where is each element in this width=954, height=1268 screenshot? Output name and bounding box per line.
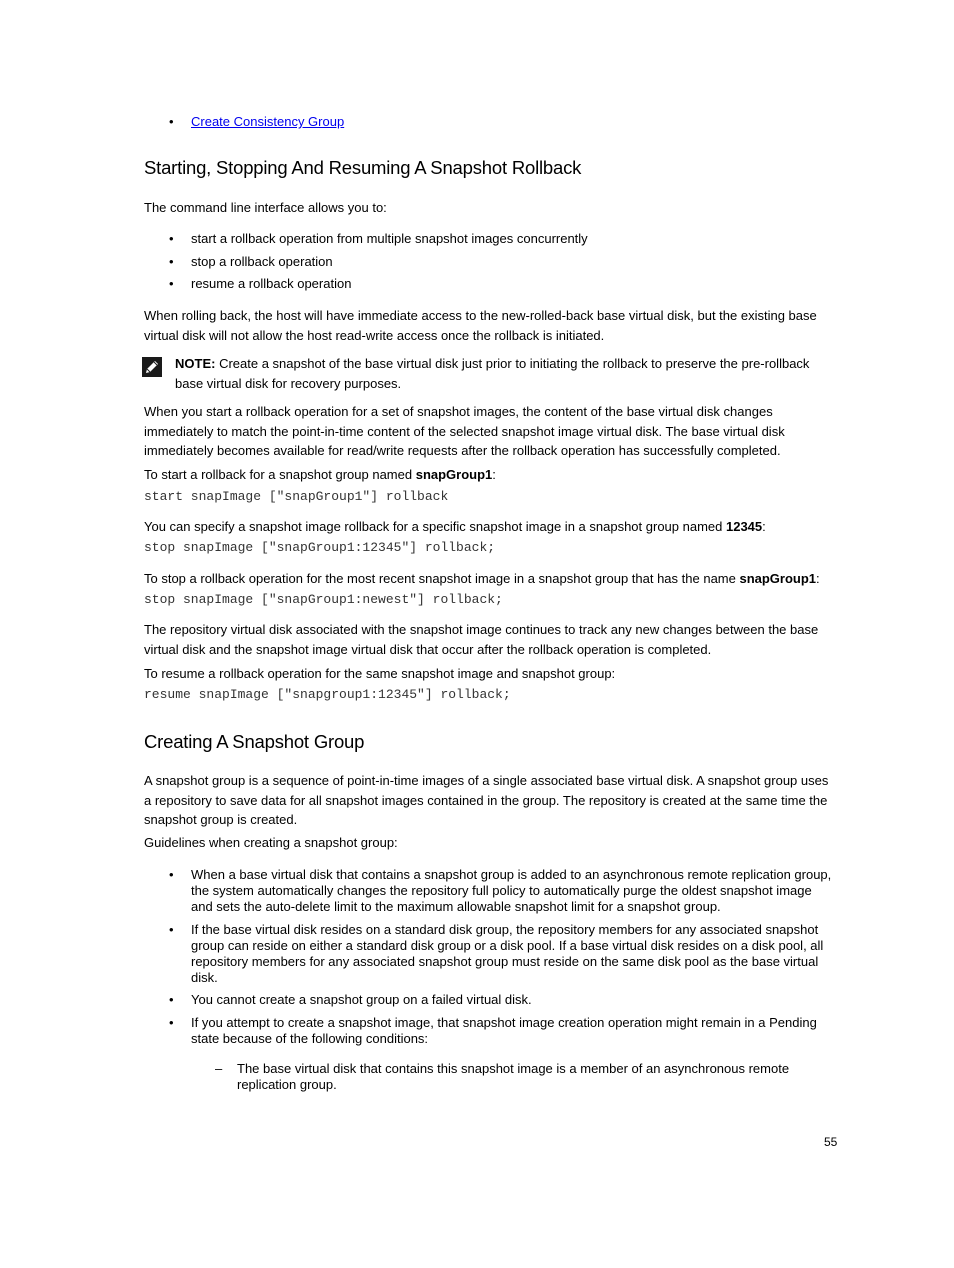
bullet: • bbox=[169, 867, 174, 882]
note-label: NOTE: bbox=[175, 356, 216, 371]
note-text: NOTE: Create a snapshot of the base virtual disk just prior to initiating the rollback to preserve the pre-rollback base virtual disk for recovery purposes. bbox=[175, 356, 810, 391]
list-item-text: If the base virtual disk resides on a standard disk group, the repository members for any associated snapshot group can reside on either a standard disk group or a disk pool. If a base virtual disk resides on a disk pool, all repository members for any associated snapshot group must reside on the same disk pool as the base virtual disk. bbox=[191, 922, 824, 985]
list-item-text: stop a rollback operation bbox=[191, 254, 333, 269]
list-item-text: start a rollback operation from multiple snapshot images concurrently bbox=[191, 231, 588, 246]
page-number: 55 bbox=[824, 1135, 838, 1149]
section-heading-rollback: Starting, Stopping And Resuming A Snapshot Rollback bbox=[144, 157, 582, 178]
bullet: • bbox=[169, 254, 174, 269]
code-start-rollback: start snapImage ["snapGroup1"] rollback bbox=[144, 489, 449, 504]
sub-list-item-text: The base virtual disk that contains this snapshot image is a member of an asynchronous remote replication group. bbox=[237, 1061, 790, 1092]
intro-text: The command line interface allows you to: bbox=[144, 200, 387, 215]
dash: – bbox=[215, 1061, 223, 1076]
code-resume-rollback: resume snapImage ["snapgroup1:12345"] rollback; bbox=[144, 687, 511, 702]
code-stop-newest: stop snapImage ["snapGroup1:newest"] rollback; bbox=[144, 592, 503, 607]
section-heading-snapshot-group: Creating A Snapshot Group bbox=[144, 731, 365, 752]
paragraph: When rolling back, the host will have immediate access to the new-rolled-back base virtual disk, but the existing base virtual disk will not allow the host read-write access once the rollback is initiated. bbox=[144, 308, 817, 343]
paragraph: A snapshot group is a sequence of point-in-time images of a single associated base virtual disk. A snapshot group uses a repository to save data for all snapshot images contained in the group. The repository is created at the same time the snapshot group is created. bbox=[144, 773, 829, 827]
bullet: • bbox=[169, 276, 174, 291]
stop-instruction: To stop a rollback operation for the most recent snapshot image in a snapshot group that has the name snapGroup1: bbox=[144, 571, 820, 586]
guidelines-text: Guidelines when creating a snapshot group: bbox=[144, 835, 398, 850]
bullet: • bbox=[169, 231, 174, 246]
create-consistency-group-link[interactable]: Create Consistency Group bbox=[191, 114, 345, 129]
bullet: • bbox=[169, 114, 174, 129]
paragraph: When you start a rollback operation for a set of snapshot images, the content of the base virtual disk changes immediately to match the point-in-time content of the selected snapshot image virtual disk. The base virtual disk immediately becomes available for read/write requests after the rollback operation has successfully completed. bbox=[144, 404, 785, 458]
code-stop-rollback: stop snapImage ["snapGroup1:12345"] rollback; bbox=[144, 540, 496, 555]
bullet: • bbox=[169, 992, 174, 1007]
resume-instruction: To resume a rollback operation for the same snapshot image and snapshot group: bbox=[144, 666, 616, 681]
bullet: • bbox=[169, 922, 174, 937]
specify-instruction: You can specify a snapshot image rollback for a specific snapshot image in a snapshot group named 12345: bbox=[144, 519, 766, 534]
note-pencil-icon bbox=[142, 357, 162, 377]
paragraph: The repository virtual disk associated with the snapshot image continues to track any new changes between the base virtual disk and the snapshot image virtual disk that occur after the rollback operation is completed. bbox=[144, 622, 819, 657]
list-item-text: You cannot create a snapshot group on a failed virtual disk. bbox=[191, 992, 532, 1007]
list-item-text: When a base virtual disk that contains a snapshot group is added to an asynchronous remote replication group, the system automatically changes the repository full policy to automatically purge the oldest snapshot image and sets the auto-delete limit to the maximum allowable snapshot limit for a snapshot group. bbox=[191, 867, 832, 914]
bullet: • bbox=[169, 1015, 174, 1030]
list-item-text: resume a rollback operation bbox=[191, 276, 352, 291]
list-item-text: If you attempt to create a snapshot image, that snapshot image creation operation might remain in a Pending state because of the following conditions: bbox=[191, 1015, 817, 1046]
start-instruction: To start a rollback for a snapshot group named snapGroup1: bbox=[144, 467, 496, 482]
